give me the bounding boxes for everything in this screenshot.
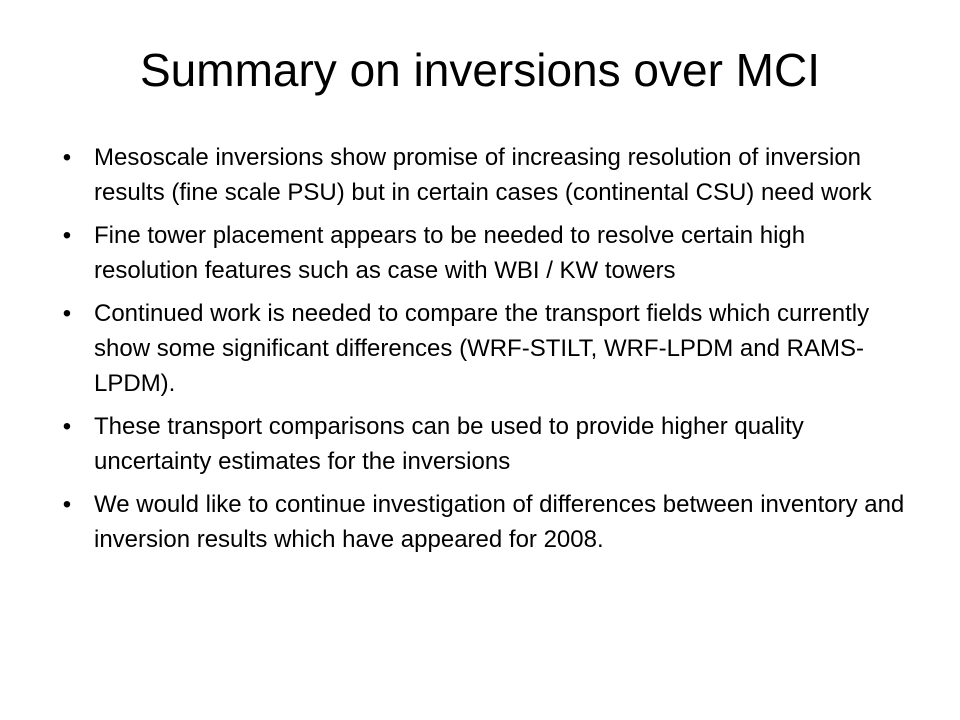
bullet-icon: •	[62, 222, 72, 249]
bullet-text: Continued work is needed to compare the transport fields which currently show some significant differences (WRF-STILT, WRF-LPDM and RAMS-LPDM).	[94, 300, 870, 397]
bullet-text: These transport comparisons can be used to provide higher quality uncertainty estimates for the inversions	[94, 413, 804, 475]
bullet-item	[48, 218, 914, 288]
bullet-text: Mesoscale inversions show promise of increasing resolution of inversion results (fine scale PSU) but in certain cases (continental CSU) need work	[94, 144, 872, 206]
bullet-text: Fine tower placement appears to be needed to resolve certain high resolution features such as case with WBI / KW towers	[94, 222, 806, 284]
bullet-icon: •	[62, 144, 72, 171]
bullet-item	[48, 140, 914, 210]
bullet-item	[48, 487, 914, 557]
bullet-icon: •	[62, 300, 72, 327]
slide-title: Summary on inversions over MCI	[140, 44, 820, 96]
bullet-icon: •	[62, 491, 72, 518]
bullet-text: We would like to continue investigation of differences between inventory and inversion results which have appeared for 2008.	[94, 491, 905, 553]
bullet-item	[48, 409, 914, 479]
bullet-item	[48, 296, 914, 401]
bullet-list	[48, 140, 914, 565]
bullet-icon: •	[62, 413, 72, 440]
